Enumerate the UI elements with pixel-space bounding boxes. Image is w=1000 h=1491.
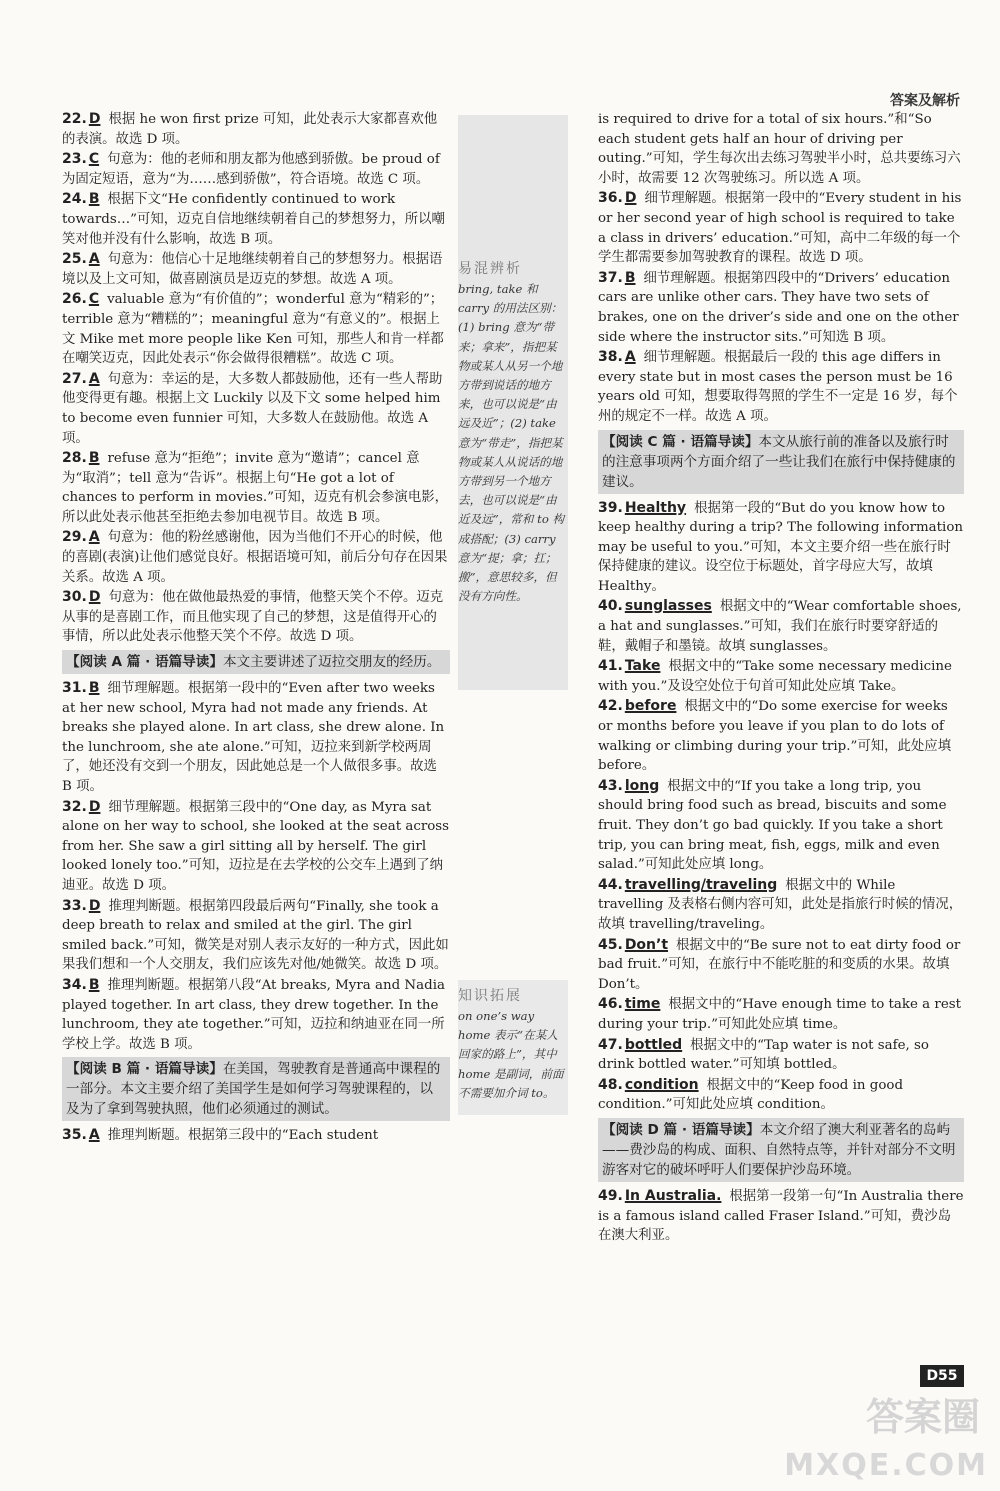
- answer-number: 44.: [598, 876, 623, 893]
- answer-list-2: [62, 679, 450, 1054]
- answer-explanation: 根据第一段的“But do you know how to keep healthy during a trip? The following information may be useful to you.”可知，本文主要介绍一些在旅行时保持健康的建议。设空位于标题处，首字母应大写，故填 Healthy。: [598, 500, 964, 594]
- answer-key: D: [88, 111, 101, 127]
- answer-number: 35.: [62, 1127, 87, 1144]
- answer-entry: [598, 348, 964, 426]
- right-intro: is required to drive for a total of six hours.”和“So each student gets half an hour of driving per outing.”可知，学生每次出去练习驾驶半小时，总共要练习六小时，故需要 12 次驾驶练习。所以选 A 项。: [598, 112, 961, 186]
- guide-a: [62, 650, 450, 674]
- answer-explanation: 细节理解题。根据第一段中的“Every student in his or her second year of high school is required to take a class in drivers’ education.”可知，高中二年级的每一个学生都需要参加驾驶教育的课程。故选 D 项。: [598, 191, 962, 266]
- answer-number: 25.: [62, 251, 87, 268]
- answer-entry: [62, 190, 450, 249]
- answer-explanation: 根据文中的“If you take a long trip, you should bring food such as bread, biscuits and some fruit. They don’t go bad quickly. If you take a short trip, you can bring meat, fish, eggs, milk and even salad.”可知此处应填 long。: [598, 778, 947, 873]
- answer-entry-35: [62, 1126, 450, 1146]
- answer-key: B: [88, 680, 100, 697]
- answer-entry: [598, 189, 964, 267]
- answer-number: 26.: [62, 291, 87, 308]
- answer-explanation: 根据文中的“Have enough time to take a rest during your trip.”可知此处应填 time。: [598, 997, 962, 1032]
- answer-number: 36.: [598, 190, 623, 207]
- answer-number: 37.: [598, 269, 623, 286]
- answer-number: 23.: [62, 151, 87, 168]
- answer-number: 47.: [598, 1036, 623, 1053]
- answer-number: 30.: [62, 589, 87, 606]
- answer-number: 48.: [598, 1076, 623, 1093]
- answer-number: 39.: [598, 499, 623, 516]
- answer-number: 33.: [62, 897, 87, 914]
- answer-number: 34.: [62, 976, 87, 993]
- guide-a-title: 【阅读 A 篇 · 语篇导读】: [66, 654, 223, 671]
- answer-explanation: 细节理解题。根据最后一段的 this age differs in every state but in most cases the person must be 16 years old 可知，想要取得驾照的学生不一定是 16 岁，每个州的规定不一样。故选 A 项。: [598, 350, 958, 424]
- answer-key: A: [624, 349, 636, 366]
- answer-key: B: [88, 976, 100, 993]
- answer-number: 24.: [62, 191, 87, 208]
- answer-key: C: [88, 291, 100, 308]
- answer-explanation: 根据文中的“Do some exercise for weeks or months before you leave if you plan to do lots of walking or climbing during your trip.”可知，此处应填 before。: [598, 699, 952, 774]
- answer-key: before: [624, 698, 677, 715]
- answer-entry: [62, 679, 450, 797]
- answer-key: D: [624, 190, 637, 207]
- answer-key: time: [624, 996, 661, 1013]
- side-tip-1-body: bring, take 和 carry 的用法区别：(1) bring 意为“带来；拿来”，指把某物或某人从另一个地方带到说话的地方来，也可以说是“由远及近”；(2) take 意为“带走”，指把某物或某人从说话的地方带到另一个地方去，也可以说是“由近及远”，常和 to 构成搭配；(3) carry 意为“提；拿；扛；搬”，意思较多，但没有方向性。: [458, 282, 565, 604]
- answer-key: B: [624, 269, 636, 286]
- answer-explanation: 根据 he won first prize 可知，此处表示大家都喜欢他的表演。故选 D 项。: [62, 112, 438, 147]
- answer-explanation: 句意为：他的老师和朋友都为他感到骄傲。be proud of 为固定短语，意为“为……感到骄傲”，符合语境。故选 C 项。: [62, 152, 440, 187]
- answer-key: D: [88, 798, 101, 815]
- answer-explanation: 句意为：他的粉丝感谢他，因为当他们不开心的时候，他的喜剧(表演)让他们感觉良好。根据语境可知，前后分句存在因果关系。故选 A 项。: [62, 530, 448, 585]
- answer-number: 40.: [598, 598, 623, 615]
- right-column: [598, 110, 964, 1247]
- answer-entry: [598, 269, 964, 347]
- answer-key: A: [88, 1127, 100, 1144]
- answer-key: A: [88, 251, 100, 268]
- answer-key: sunglasses: [624, 598, 712, 615]
- answer-explanation: 根据下文“He confidently continued to work towards…”可知，迈克自信地继续朝着自己的梦想努力，所以嘲笑对他并没有什么影响，故选 B 项。: [62, 192, 445, 247]
- answer-entry: [598, 499, 964, 597]
- answer-entry: [62, 897, 450, 975]
- answer-key: In Australia.: [624, 1187, 722, 1204]
- guide-b-title: 【阅读 B 篇 · 语篇导读】: [66, 1061, 223, 1078]
- answer-entry: [598, 777, 964, 875]
- answer-key: long: [624, 777, 660, 794]
- answer-explanation: 根据文中的“Be sure not to eat dirty food or bad fruit.”可知，在旅行中不能吃脏的和变质的水果。故填 Don’t。: [598, 937, 961, 992]
- answer-number: 43.: [598, 777, 623, 794]
- answer-entry: [598, 697, 964, 775]
- answer-key: bottled: [624, 1036, 683, 1053]
- answer-explanation: refuse 意为“拒绝”；invite 意为“邀请”；cancel 意为“取消”；tell 意为“告诉”。根据上句“He got a lot of chances to perform in movies.”可知，迈克有机会参演电影，所以此处表示他甚至拒绝去参加电视节目。故选 B 项。: [62, 451, 448, 525]
- answer-explanation: 根据文中的 While travelling 及表格右侧内容可知，此处是指旅行时候的情况，故填 travelling/traveling。: [598, 877, 963, 932]
- answer-key: D: [88, 897, 101, 914]
- answer-list-1: [62, 110, 450, 647]
- guide-d-text: 本文介绍了澳大利亚著名的岛屿——费沙岛的构成、面积、自然特点等，并针对部分不文明游客对它的破坏呼吁人们要保护沙岛环境。: [602, 1121, 956, 1178]
- answer-entry: [598, 657, 964, 696]
- answer-entry: [62, 150, 450, 189]
- answer-key: travelling/traveling: [624, 876, 778, 893]
- guide-a-text: 本文主要讲述了迈拉交朋友的经历。: [222, 654, 441, 671]
- answer-number: 28.: [62, 450, 87, 467]
- answer-explanation: 根据文中的“Tap water is not safe, so drink bottled water.”可知填 bottled。: [598, 1037, 929, 1073]
- answer-explanation: 根据文中的“Wear comfortable shoes, a hat and sunglasses.”可知，我们在旅行时要穿舒适的鞋，戴帽子和墨镜。故填 sunglasses。: [598, 599, 962, 654]
- watermark: MXQE.COM: [784, 1448, 988, 1483]
- answer-key: A: [88, 370, 100, 387]
- side-tip-2: [458, 985, 566, 1103]
- answer-key: D: [88, 589, 101, 606]
- answer-explanation: 根据文中的“Take some necessary medicine with you.”及设空处位于句首可知此处应填 Take。: [598, 659, 952, 694]
- answer-key: A: [88, 529, 100, 546]
- guide-b: [62, 1057, 450, 1121]
- answer-entry: [62, 110, 450, 149]
- answer-entry: [62, 588, 450, 647]
- answer-number: 45.: [598, 936, 623, 953]
- watermark-logo: 答案圈: [865, 1395, 980, 1439]
- answer-entry: [62, 250, 450, 289]
- answer-entry: [62, 976, 450, 1054]
- answer-entry: [62, 370, 450, 448]
- answer-entry: [598, 597, 964, 656]
- answer-entry: [598, 936, 964, 995]
- answer-explanation: 句意为：幸运的是，大多数人都鼓励他，还有一些人帮助他变得更有趣。根据上文 Luckily 以及下文 some helped him to become even funnier 可知，大多数人在鼓励他。故选 A 项。: [62, 371, 443, 446]
- side-tip-1-label: 易混辨析: [458, 261, 522, 277]
- side-tip-2-label: 知识拓展: [458, 988, 522, 1004]
- answer-key: C: [88, 151, 100, 168]
- answer-explanation: 细节理解题。根据第一段中的“Even after two weeks at her new school, Myra had not made any friends. At breaks she played alone. In art class, she drew alone. In the lunchroom, she ate alone.”可知，迈拉来到新学校两周了，她还没有交到一个朋友，因此她总是一个人做很多事。故选 B 项。: [62, 681, 445, 794]
- answer-number: 38.: [598, 349, 623, 366]
- page-number: D55: [920, 1365, 964, 1387]
- answer-explanation: 句意为：他在做他最热爱的事情，他整天笑个不停。迈克从事的是喜剧工作，而且他实现了自己的梦想，这是值得开心的事情，所以此处表示他整天笑个不停。故选 D 项。: [62, 590, 444, 645]
- answer-explanation: 细节理解题。根据第三段中的“One day, as Myra sat alone on her way to school, she looked at the seat across from her. She saw a girl sitting all by herself. The girl looked lonely too.”可知，迈拉是在去学校的公交车上遇到了纳迪亚。故选 D 项。: [62, 799, 450, 893]
- answer-list-3: [598, 189, 964, 426]
- answer-number: 32.: [62, 798, 87, 815]
- answer-entry-49: [598, 1187, 964, 1246]
- answer-explanation: valuable 意为“有价值的”；wonderful 意为“精彩的”；terrible 意为“糟糕的”；meaningful 意为“有意义的”。根据上文 Mike met more people like Ken 可知，那些人和肯一样都在嘲笑迈克，因此处表示“你会做得很糟糕”。故选 C 项。: [62, 292, 444, 367]
- answer-key: condition: [624, 1076, 699, 1093]
- answer-explanation: 根据第一段第一句“In Australia there is a famous island called Fraser Island.”可知，费沙岛在澳大利亚。: [598, 1188, 964, 1244]
- answer-explanation: 根据文中的“Keep food in good condition.”可知此处应填 condition。: [598, 1077, 904, 1113]
- answer-entry: [598, 876, 964, 935]
- guide-d-title: 【阅读 D 篇 · 语篇导读】: [602, 1121, 760, 1138]
- answer-number: 29.: [62, 529, 87, 546]
- answer-number: 42.: [598, 698, 623, 715]
- answer-number: 41.: [598, 658, 623, 675]
- answer-number: 22.: [62, 111, 87, 127]
- guide-c: [598, 430, 964, 494]
- answer-explanation: 细节理解题。根据第四段中的“Drivers’ education cars are unlike other cars. They have two sets of brakes, one on the driver’s side and one on the other side where the instructor sits.”可知选 B 项。: [598, 270, 959, 345]
- answer-entry: [62, 449, 450, 527]
- answer-number: 27.: [62, 370, 87, 387]
- answer-entry: [62, 290, 450, 368]
- answer-number: 46.: [598, 996, 623, 1013]
- guide-d: [598, 1118, 964, 1182]
- header-title: 答案及解析: [890, 93, 960, 109]
- answer-entry: [598, 1076, 964, 1115]
- guide-b-text: 在美国，驾驶教育是普通高中课程的一部分。本文主要介绍了美国学生是如何学习驾驶课程的，以及为了拿到驾驶执照，他们必须通过的测试。: [66, 1061, 441, 1118]
- answer-key: Healthy: [624, 499, 687, 516]
- answer-entry: [598, 995, 964, 1034]
- answer-explanation: 推理判断题。根据第四段最后两句“Finally, she took a deep breath to relax and smiled at the girl. The girl smiled back.”可知，微笑是对别人表示友好的一种方式，因此如果我们想和一个人交朋友，我们应该先对他/她微笑。故选 D 项。: [62, 898, 449, 973]
- answer-key: Don’t: [624, 936, 669, 953]
- answer-number: 49.: [598, 1187, 623, 1204]
- left-column: [62, 110, 450, 1147]
- answer-entry: [62, 528, 450, 587]
- answer-key: Take: [624, 658, 661, 675]
- answer-key: B: [88, 191, 100, 208]
- answer-explanation: 推理判断题。根据第八段“At breaks, Myra and Nadia played together. In art class, they drew together. In the lunchroom, they ate together.”可知，迈拉和纳迪亚在同一所学校上学。故选 B 项。: [62, 977, 445, 1052]
- side-tip-2-body: on one’s way home 表示“在某人回家的路上”，其中 home 是副词，前面不需要加介词 to。: [458, 1009, 564, 1100]
- answer-explanation: 推理判断题。根据第三段中的“Each student: [107, 1128, 379, 1144]
- answer-key: B: [88, 450, 100, 467]
- guide-c-title: 【阅读 C 篇 · 语篇导读】: [602, 433, 759, 450]
- answer-entry: [62, 798, 450, 896]
- answer-number: 31.: [62, 680, 87, 697]
- answer-entry: [598, 1036, 964, 1075]
- answer-explanation: 句意为：他信心十足地继续朝着自己的梦想努力。根据语境以及上文可知，做喜剧演员是迈克的梦想。故选 A 项。: [62, 252, 443, 287]
- answer-list-4: [598, 499, 964, 1115]
- guide-c-text: 本文从旅行前的准备以及旅行时的注意事项两个方面介绍了一些让我们在旅行中保持健康的建议。: [602, 433, 956, 490]
- side-tip-1: [458, 258, 566, 606]
